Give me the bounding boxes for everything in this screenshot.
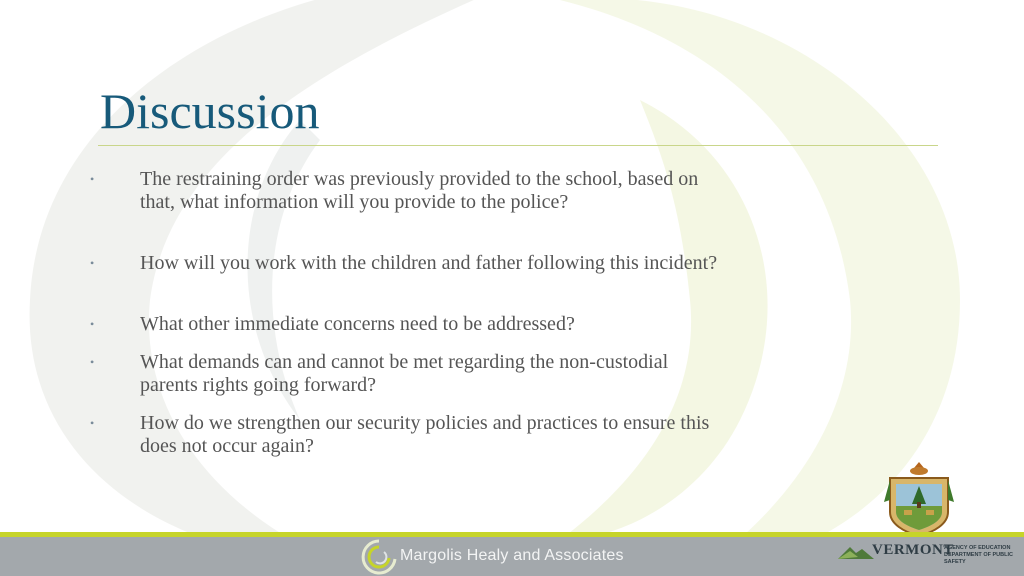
bullet-text-5: How do we strengthen our security policies and practices to ensure this does not occur again? [140,412,710,457]
footer-brand-text: Margolis Healy and Associates [400,547,624,564]
slide-title: Discussion [100,83,320,139]
agency-line-2: DEPARTMENT OF PUBLIC SAFETY [944,552,1013,565]
bullet-text-3: What other immediate concerns need to be addressed? [140,313,575,335]
bullet-dot: • [90,416,95,430]
title-divider [98,145,938,146]
vermont-wordmark: VERMONT [872,542,954,558]
vermont-agency-text [944,545,1024,566]
agency-line-1: AGENCY OF EDUCATION [944,545,1011,551]
bullet-text-4: What demands can and cannot be met regarding the non-custodial parents rights going forward? [140,351,669,396]
bullet-dot: • [90,317,95,331]
bullet-dot: • [90,172,95,186]
margolis-healy-logo-icon [360,538,398,576]
bullet-dot: • [90,256,95,270]
bullet-text-2: How will you work with the children and father following this incident? [140,252,718,274]
bullet-dot: • [90,355,95,369]
vermont-seal-icon [884,462,954,538]
bullet-text-1: The restraining order was previously provided to the school, based on that, what information will you provide to the police? [140,168,699,213]
